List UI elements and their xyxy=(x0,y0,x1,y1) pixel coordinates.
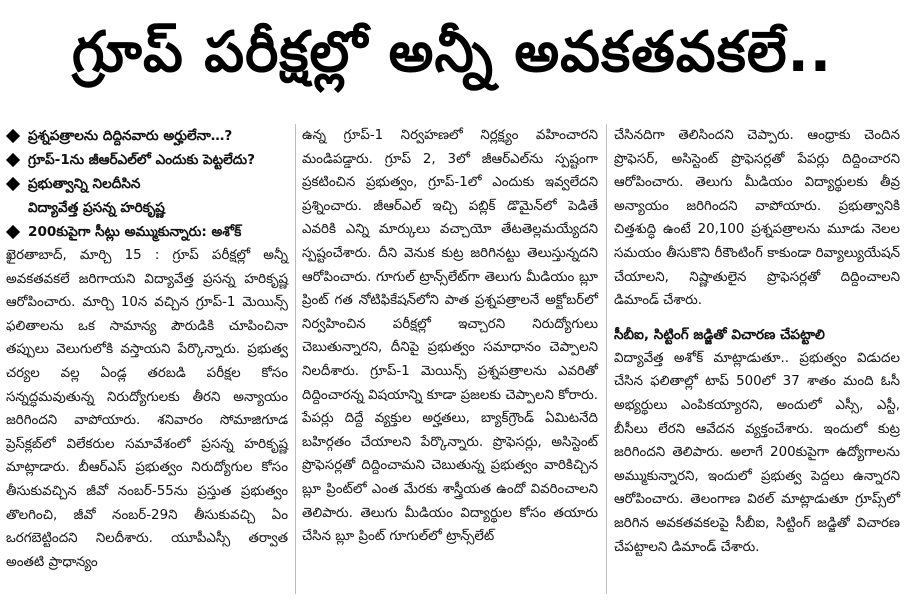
column-2 xyxy=(302,124,598,549)
article-body-col1: ఖైరతాబాద్, మార్చి 15 : గ్రూప్ పరీక్షల్లో అన్నీ అవకతవకలే జరిగాయని విద్యావేత్త ప్రసన్న హరికృష్ణ ఆరోపించారు. మార్చి 10న వచ్చిన గ్రూప్-1 మెయిన్స్ ఫలితాలను ఒక సామాన్య పౌరుడికి చూపించినా తప్పులు వెలుగులోకి వస్తాయని పేర్కొన్నారు. ప్రభుత్వ చర్యల వల్ల ఏండ్ల తరబడి పరీక్షల కోసం సన్నద్ధమవుతున్న నిరుద్యోగులకు తీరని అన్యాయం జరిగిందని వాపోయారు. శనివారం సోమాజిగూడ ప్రెస్‌క్లబ్‌లో విలేకరుల సమావేశంలో ప్రసన్న హరికృష్ణ మాట్లాడారు. బీఆర్‌ఎస్ ప్రభుత్వం నిరుద్యోగుల కోసం తీసుకువచ్చిన జీవో నంబర్-55ను ప్రస్తుత ప్రభుత్వం తొలగించి, జీవో నంబర్-29ని తీసుకువచ్చి ఏం ఒరగబెట్టిందని నిలదీశారు. యూపీఎస్సీ తర్వాత అంతటి ప్రాధాన్యం xyxy=(6,248,288,570)
column-1 xyxy=(6,124,288,574)
headline: గ్రూప్ పరీక్షల్లో అన్నీ అవకతవకలే.. xyxy=(71,19,833,85)
bullet-item: 200కుపైగా సీట్లు అమ్ముకున్నారు: అశోక్ xyxy=(6,220,288,244)
bullet-item: ప్రశ్నపత్రాలను దిద్దినవారు అర్హులేనా…? xyxy=(6,124,288,148)
subheading: సీబీఐ, సిట్టింగ్ జడ్జితో విచారణ చేపట్టాలి xyxy=(614,326,825,343)
article-body-col3-continued: విద్యావేత్త అశోక్ మాట్లాడుతూ.. ప్రభుత్వం విడుదల చేసిన ఫలితాల్లో టాప్ 500లో 37 శాతం మంది ఓసీ అభ్యర్థులు ఎంపికయ్యారని, అందులో ఎస్సీ, ఎస్టీ, బీసీలు లేరని ఆవేదన వ్యక్తంచేశారు. ఇందులో కుట్ర జరిగిందని తెలిపారు. అలాగే 200కుపైగా ఉద్యోగాలను అమ్ముకున్నారని, ఇందులో ప్రభుత్వ పెద్దలు ఉన్నారని ఆరోపించారు. తెలంగాణ విఠల్ మాట్లాడుతూ గ్రూప్స్‌లో జరిగిన అవకతవకలపై సీబీఐ, సిట్టింగ్ జడ్జితో విచారణ చేపట్టాలని డిమాండ్ చేశారు. xyxy=(614,350,900,555)
column-divider xyxy=(295,124,296,594)
column-3 xyxy=(614,124,900,559)
bullet-item: గ్రూప్-1ను జీఆర్‌ఎల్‌లో ఎందుకు పెట్టలేదు? xyxy=(6,148,288,172)
bullet-list xyxy=(6,124,288,244)
article-body-col3: చేసినదిగా తెలిసిందని చెప్పారు. ఆంధ్రాకు చెందిన ప్రొఫెసర్, అసిస్టెంట్ ప్రొఫెసర్లతో పేపర్లు దిద్దించారని ఆరోపించారు. తెలుగు మీడియం విద్యార్థులకు తీవ్ర అన్యాయం జరిగిందని వాపోయారు. ప్రభుత్వానికి చిత్తశుద్ధి ఉంటే 20,100 ప్రశ్నపత్రాలను మూడు నెలల సమయం తీసుకొని రీకౌంటింగ్ కాకుండా రివ్యాల్యుయేషన్ చేయాలని, నిష్ణాతులైన ప్రొఫెసర్లతో దిద్దించాలని డిమాండ్ చేశారు. xyxy=(614,128,900,309)
article-body-col2: ఉన్న గ్రూప్-1 నిర్వహణలో నిర్లక్ష్యం వహించారని మండిపడ్డారు. గ్రూప్ 2, 3లో జీఆర్‌ఎల్‌ను స్పష్టంగా ప్రకటించిన ప్రభుత్వం, గ్రూప్-1లో ఎందుకు ఇవ్వలేదని ప్రశ్నించారు. జీఆర్‌ఎల్ ఇచ్చి పబ్లిక్ డొమైన్‌లో పెడితే ఎవరికి ఎన్ని మార్కులు వచ్చాయో తేటతెల్లమయ్యేదని స్పష్టంచేశారు. దీని వెనుక కుట్ర జరిగినట్టు తెలుస్తున్నదని ఆరోపించారు. గూగుల్ ట్రాన్స్‌లేట్‌గా తెలుగు మీడియం బ్లూ ప్రింట్ గత నోటిఫికేషన్‌లోని పాత ప్రశ్నపత్రాలనే అక్టోబర్‌లో నిర్వహించిన పరీక్షల్లో ఇచ్చారని నిరుద్యోగులు చెబుతున్నారని, దీనిపై ప్రభుత్వం సమాధానం చెప్పాలని నిలదీశారు. గ్రూప్-1 మెయిన్స్ ప్రశ్నపత్రాలను ఎవరితో దిద్దించారన్న విషయాన్ని కూడా ప్రజలకు చెప్పాలని కోరారు. పేపర్లు దిద్దే వ్యక్తుల అర్హతలు, బ్యాక్‌గ్రౌండ్ ఏమిటనేది బహిర్గతం చేయాలని పేర్కొన్నారు. ప్రొఫెసర్లు, అసిస్టెంట్ ప్రొఫెసర్లతో దిద్దించామని చెబుతున్న ప్రభుత్వం వారికిచ్చిన బ్లూ ప్రింట్‌లో ఎంత మేరకు శాస్త్రీయత ఉందో వివరించాలని తెలిపారు. తెలుగు మీడియం విద్యార్థుల కోసం తయారు చేసిన బ్లూ ప్రింట్ గూగుల్‌లో ట్రాన్స్‌లేట్ xyxy=(302,128,598,545)
column-divider xyxy=(606,124,607,594)
bullet-item-continuation: విద్యావేత్త ప్రసన్న హరికృష్ణ xyxy=(28,200,165,216)
bullet-item: ప్రభుత్వాన్ని నిలదీసిన xyxy=(6,172,288,196)
